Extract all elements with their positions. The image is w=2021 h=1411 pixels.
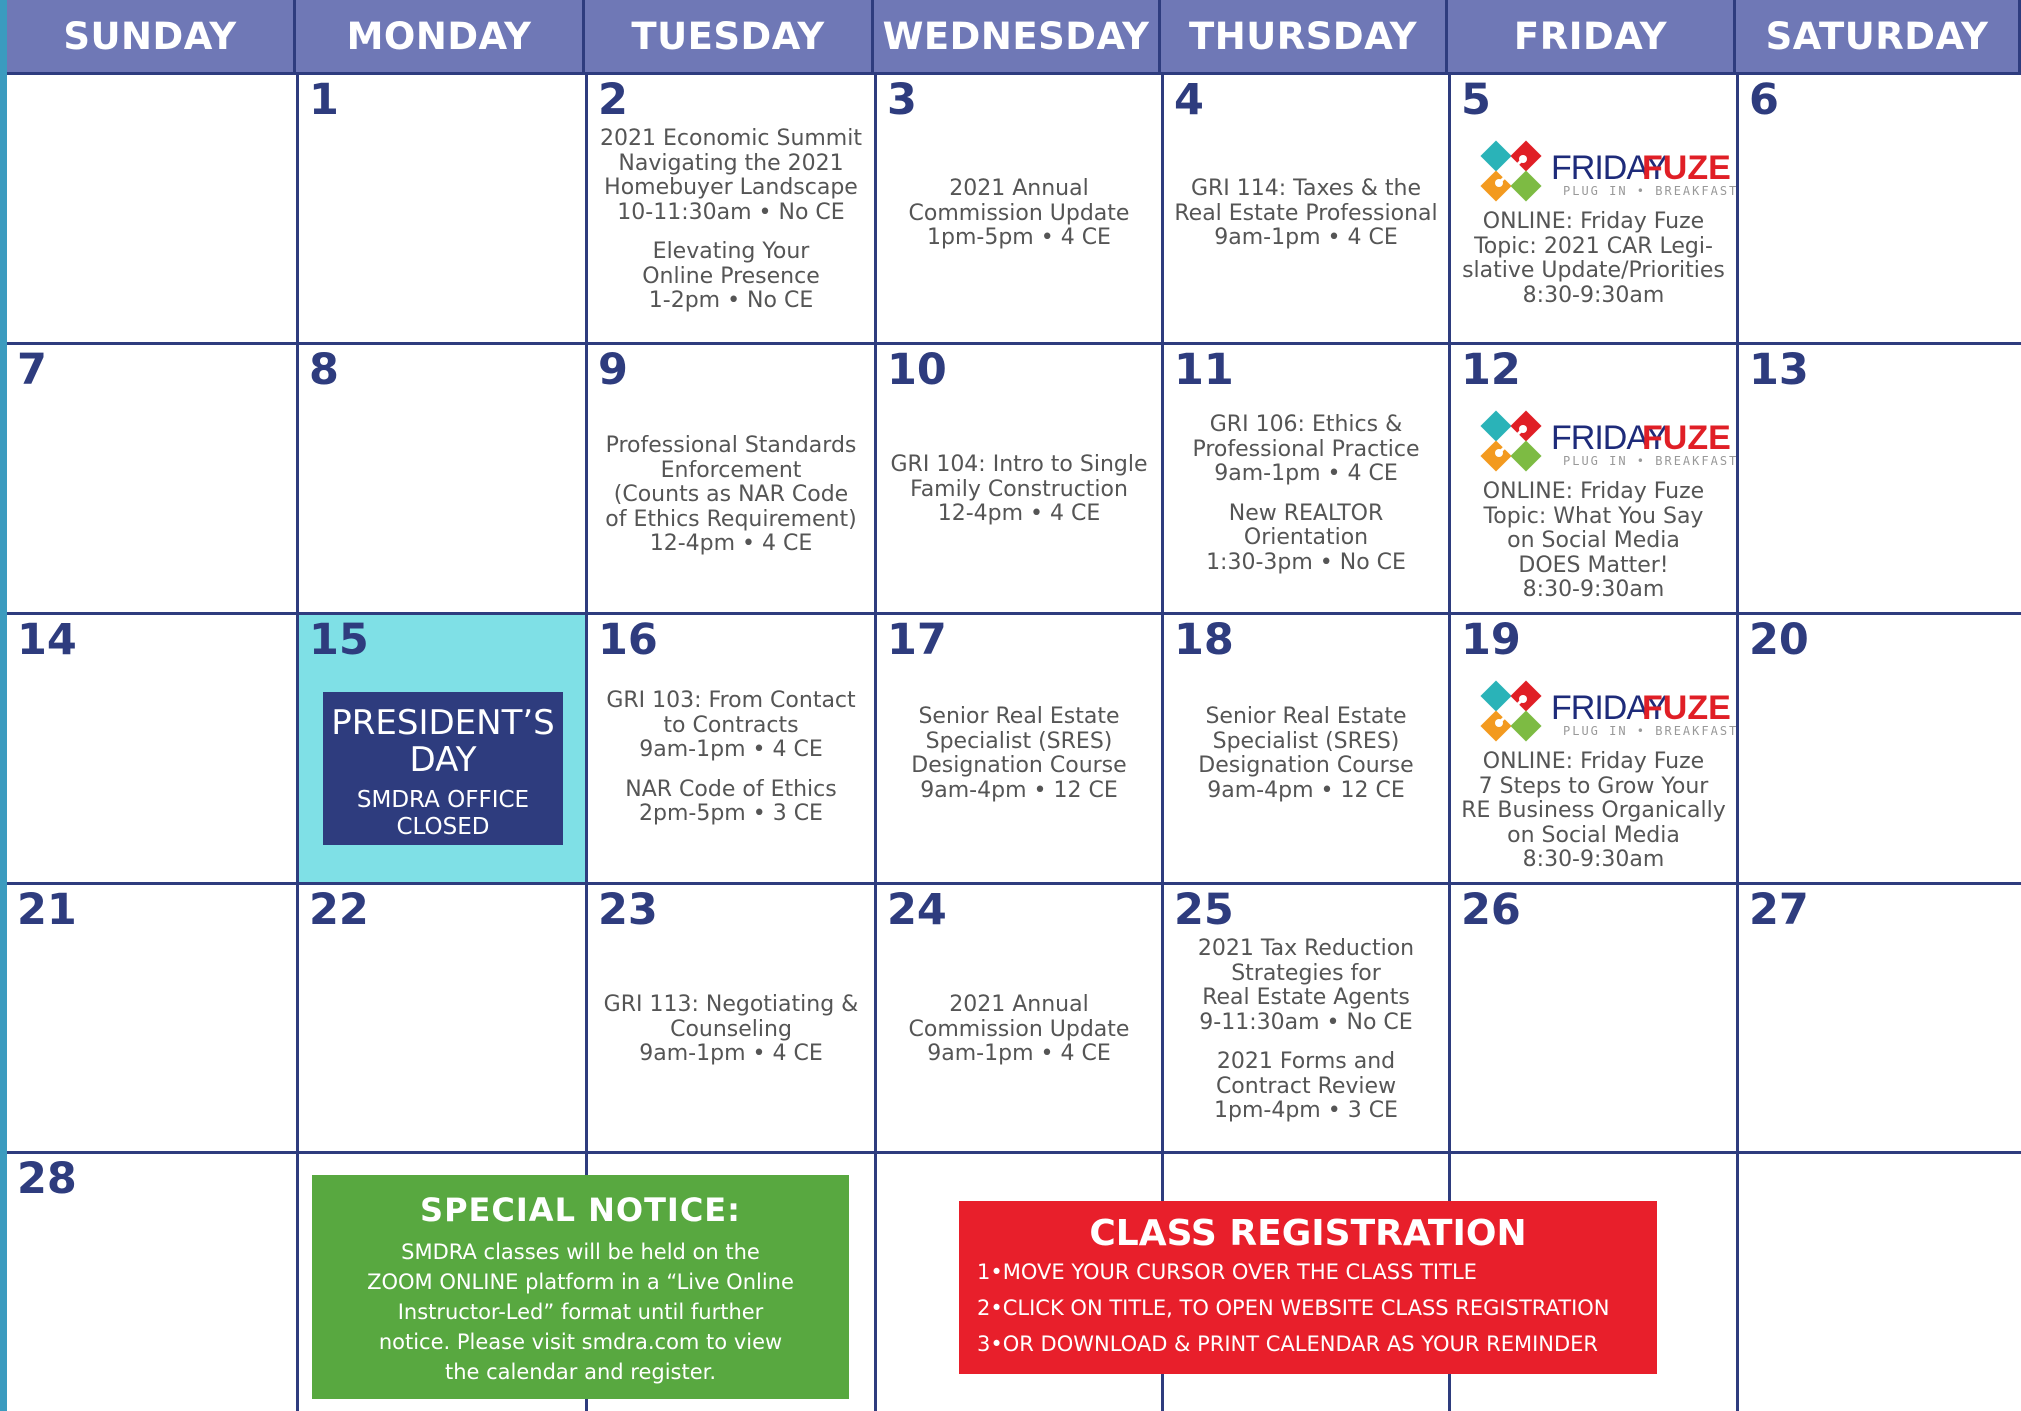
event-detail: 9am-1pm • 4 CE	[1214, 461, 1398, 486]
event-detail: Designation Course	[1198, 753, 1414, 778]
logo-word-fuze: FUZE	[1642, 689, 1731, 727]
event-title[interactable]: ONLINE: Friday Fuze	[1482, 209, 1705, 234]
event-spacer	[588, 763, 874, 778]
friday-fuze-logo	[1471, 673, 1739, 753]
day-number: 4	[1174, 75, 1204, 125]
event-title[interactable]: GRI 106: Ethics &	[1209, 412, 1403, 437]
event-detail: Enforcement	[660, 457, 802, 483]
logo-tagline: PLUG IN • BREAKFAST	[1563, 184, 1739, 198]
weekday-header-friday: FRIDAY	[1448, 0, 1736, 72]
event-title[interactable]: ONLINE: Friday Fuze	[1482, 749, 1705, 774]
empty-day-cell	[7, 75, 296, 342]
event-list	[1164, 705, 1448, 803]
day-number: 8	[309, 345, 339, 395]
event-detail: 9am-4pm • 12 CE	[920, 777, 1118, 803]
day-number: 17	[887, 615, 947, 665]
event-detail: Real Estate Professional	[1174, 200, 1438, 226]
special-notice-box	[312, 1175, 849, 1399]
event-list	[588, 993, 874, 1067]
empty-day-cell	[1739, 1154, 2021, 1411]
logo-word-fuze: FUZE	[1642, 419, 1731, 457]
logo-word-friday: FRIDAY	[1551, 149, 1668, 187]
event-list	[588, 127, 874, 314]
event-spacer	[1164, 487, 1448, 502]
weekday-header-monday: MONDAY	[296, 0, 585, 72]
event-title[interactable]: 2021 Forms and	[1216, 1049, 1396, 1074]
day-cell-9	[588, 345, 874, 612]
day-number: 10	[887, 345, 947, 395]
event-detail: Counseling	[670, 1016, 792, 1042]
event-detail: Topic: 2021 CAR Legi-	[1474, 233, 1713, 259]
event-title[interactable]: Senior Real Estate	[918, 704, 1120, 729]
day-number: 5	[1461, 75, 1491, 125]
day-cell-14	[7, 615, 296, 882]
class-registration-step: 1•MOVE YOUR CURSOR OVER THE CLASS TITLE	[977, 1260, 1477, 1284]
day-number: 9	[598, 345, 628, 395]
event-detail: on Social Media	[1507, 528, 1680, 553]
day-number: 2	[598, 75, 628, 125]
event-detail: Navigating the 2021	[618, 150, 844, 176]
event-detail: (Counts as NAR Code	[613, 482, 849, 507]
event-detail: Commission Update	[908, 200, 1130, 226]
event-list	[588, 689, 874, 827]
day-cell-10	[877, 345, 1161, 612]
weekday-header-wednesday: WEDNESDAY	[874, 0, 1161, 72]
day-cell-13	[1739, 345, 2021, 612]
day-cell-21	[7, 885, 296, 1151]
day-cell-19	[1451, 615, 1739, 882]
event-spacer	[588, 225, 874, 240]
event-detail: 9-11:30am • No CE	[1199, 1009, 1413, 1035]
event-title[interactable]: GRI 113: Negotiating &	[603, 992, 859, 1017]
event-detail: 12-4pm • 4 CE	[649, 531, 813, 556]
event-spacer	[1164, 1035, 1448, 1050]
day-number: 11	[1174, 345, 1234, 395]
special-notice-title: SPECIAL NOTICE:	[420, 1191, 741, 1229]
event-title[interactable]: GRI 114: Taxes & the	[1190, 176, 1422, 201]
event-list	[877, 993, 1161, 1067]
event-detail: to Contracts	[663, 712, 799, 738]
event-detail: DOES Matter!	[1518, 552, 1669, 578]
class-registration-title: CLASS REGISTRATION	[1089, 1213, 1527, 1254]
day-cell-11	[1164, 345, 1448, 612]
friday-fuze-logo	[1471, 403, 1739, 483]
holiday-title: DAY	[409, 740, 477, 780]
event-detail: Topic: What You Say	[1483, 503, 1704, 529]
weekday-header-saturday: SATURDAY	[1736, 0, 2021, 72]
day-number: 21	[17, 885, 77, 935]
class-registration-box	[959, 1201, 1657, 1374]
day-cell-12	[1451, 345, 1739, 612]
event-detail: 10-11:30am • No CE	[617, 199, 845, 225]
event-detail: Specialist (SRES)	[1212, 728, 1400, 754]
event-title[interactable]: Senior Real Estate	[1205, 704, 1407, 729]
event-list	[877, 705, 1161, 803]
event-title[interactable]: 2021 Tax Reduction	[1197, 936, 1415, 961]
day-number: 15	[309, 615, 369, 665]
event-detail: 1:30-3pm • No CE	[1206, 549, 1406, 575]
special-notice-line: the calendar and register.	[444, 1360, 717, 1384]
event-title[interactable]: New REALTOR	[1228, 500, 1384, 526]
event-detail: 9am-4pm • 12 CE	[1207, 777, 1405, 803]
day-number: 12	[1461, 345, 1521, 395]
event-title[interactable]: GRI 104: Intro to Single	[890, 452, 1148, 477]
event-title[interactable]: NAR Code of Ethics	[625, 776, 837, 802]
day-cell-20	[1739, 615, 2021, 882]
event-title[interactable]: Elevating Your	[652, 239, 810, 264]
weekday-header-thursday: THURSDAY	[1161, 0, 1448, 72]
event-detail: Family Construction	[910, 476, 1128, 502]
day-cell-5	[1451, 75, 1739, 342]
special-notice-line: SMDRA classes will be held on the	[401, 1240, 760, 1264]
day-number: 22	[309, 885, 369, 935]
special-notice-line: Instructor-Led” format until further	[397, 1300, 764, 1324]
event-title[interactable]: 2021 Annual	[949, 992, 1089, 1017]
day-cell-6	[1739, 75, 2021, 342]
event-detail: 2pm-5pm • 3 CE	[639, 801, 823, 826]
holiday-subtitle: SMDRA OFFICE	[356, 787, 530, 813]
event-list	[1164, 413, 1448, 575]
event-detail: 8:30-9:30am	[1522, 847, 1665, 872]
event-detail: 1-2pm • No CE	[648, 288, 814, 313]
event-title[interactable]: 2021 Annual	[949, 176, 1089, 201]
event-detail: Strategies for	[1231, 960, 1381, 986]
day-number: 23	[598, 885, 658, 935]
event-list	[1451, 210, 1736, 308]
event-list	[1451, 480, 1736, 603]
day-number: 1	[309, 75, 339, 125]
logo-word-fuze: FUZE	[1642, 149, 1731, 187]
special-notice-line: notice. Please visit smdra.com to view	[378, 1330, 783, 1354]
event-list	[877, 177, 1161, 251]
day-number: 25	[1174, 885, 1234, 935]
day-number: 7	[17, 345, 47, 395]
day-cell-24	[877, 885, 1161, 1151]
logo-tagline: PLUG IN • BREAKFAST	[1563, 454, 1739, 468]
event-detail: 1pm-5pm • 4 CE	[927, 225, 1111, 250]
weekday-header-tuesday: TUESDAY	[585, 0, 874, 72]
day-cell-18	[1164, 615, 1448, 882]
event-title[interactable]: ONLINE: Friday Fuze	[1482, 479, 1705, 504]
event-title[interactable]: GRI 103: From Contact	[606, 688, 856, 713]
day-number: 26	[1461, 885, 1521, 935]
event-detail: 8:30-9:30am	[1522, 577, 1665, 602]
day-number: 19	[1461, 615, 1521, 665]
logo-word-friday: FRIDAY	[1551, 419, 1668, 457]
event-detail: 9am-1pm • 4 CE	[927, 1041, 1111, 1066]
day-number: 16	[598, 615, 658, 665]
day-number: 18	[1174, 615, 1234, 665]
day-cell-26	[1451, 885, 1736, 1151]
event-detail: Real Estate Agents	[1202, 985, 1410, 1010]
day-cell-22	[299, 885, 585, 1151]
weekday-header-sunday: SUNDAY	[7, 0, 296, 72]
event-detail: Contract Review	[1215, 1073, 1397, 1099]
event-detail: RE Business Organically	[1461, 798, 1726, 823]
event-detail: Orientation	[1243, 525, 1369, 550]
event-detail: 7 Steps to Grow Your	[1478, 773, 1709, 799]
day-cell-23	[588, 885, 874, 1151]
event-detail: 1pm-4pm • 3 CE	[1214, 1098, 1398, 1123]
event-detail: 8:30-9:30am	[1522, 282, 1665, 308]
event-list	[1164, 937, 1448, 1124]
day-cell-25	[1164, 885, 1448, 1151]
holiday-title: PRESIDENT’S	[331, 703, 555, 743]
day-cell-1	[299, 75, 585, 342]
logo-word-friday: FRIDAY	[1551, 689, 1668, 727]
day-number: 14	[17, 615, 77, 665]
day-number: 20	[1749, 615, 1809, 665]
day-number: 3	[887, 75, 917, 125]
day-number: 28	[17, 1154, 77, 1204]
day-cell-17	[877, 615, 1161, 882]
day-cell-2	[588, 75, 874, 342]
event-detail: Professional Practice	[1192, 436, 1420, 462]
day-cell-15	[299, 615, 585, 882]
event-list	[588, 434, 874, 557]
event-detail: slative Update/Priorities	[1462, 258, 1725, 283]
class-registration-step: 3•OR DOWNLOAD & PRINT CALENDAR AS YOUR REMINDER	[977, 1332, 1599, 1356]
event-detail: of Ethics Requirement)	[605, 506, 857, 532]
event-detail: 12-4pm • 4 CE	[937, 501, 1101, 526]
event-list	[1164, 177, 1448, 251]
day-cell-7	[7, 345, 296, 612]
event-title[interactable]: 2021 Economic Summit	[600, 126, 862, 151]
class-registration-step: 2•CLICK ON TITLE, TO OPEN WEBSITE CLASS REGISTRATION	[977, 1296, 1610, 1320]
event-detail: 9am-1pm • 4 CE	[1214, 225, 1398, 250]
day-number: 6	[1749, 75, 1779, 125]
day-cell-8	[299, 345, 585, 612]
event-detail: 9am-1pm • 4 CE	[639, 1041, 823, 1066]
day-cell-16	[588, 615, 874, 882]
holiday-banner	[323, 692, 563, 845]
day-number: 27	[1749, 885, 1809, 935]
event-title[interactable]: Professional Standards	[605, 433, 857, 458]
event-detail: Commission Update	[908, 1016, 1130, 1042]
day-cell-3	[877, 75, 1161, 342]
day-cell-28	[7, 1154, 296, 1411]
event-detail: Online Presence	[642, 263, 820, 289]
friday-fuze-logo	[1471, 133, 1739, 213]
holiday-subtitle: CLOSED	[396, 814, 490, 840]
special-notice-line: ZOOM ONLINE platform in a “Live Online	[367, 1270, 794, 1294]
event-detail: Designation Course	[911, 753, 1127, 778]
day-number: 13	[1749, 345, 1809, 395]
event-detail: Homebuyer Landscape	[604, 175, 858, 200]
event-list	[1451, 750, 1736, 873]
day-number: 24	[887, 885, 947, 935]
event-list	[877, 453, 1161, 527]
event-detail: 9am-1pm • 4 CE	[639, 737, 823, 762]
day-cell-4	[1164, 75, 1448, 342]
event-detail: on Social Media	[1507, 822, 1680, 848]
event-detail: Specialist (SRES)	[925, 728, 1113, 754]
logo-tagline: PLUG IN • BREAKFAST	[1563, 724, 1739, 738]
special-notice-body	[312, 1229, 849, 1387]
day-cell-27	[1739, 885, 2021, 1151]
